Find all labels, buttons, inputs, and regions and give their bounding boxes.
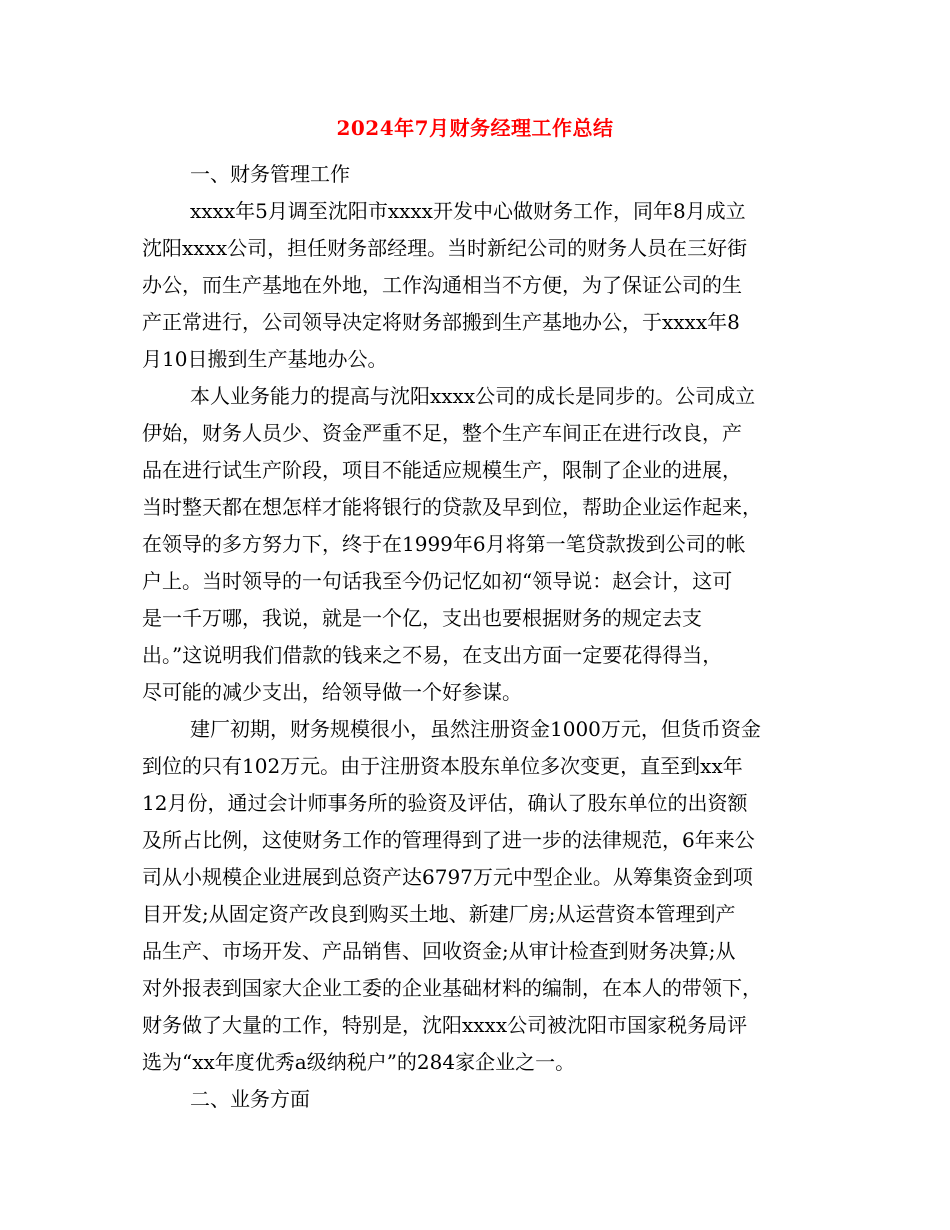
paragraph-line: 对外报表到国家大企业工委的企业基础材料的编制，在本人的带领下， <box>142 976 762 1000</box>
paragraph-line: xxxx年5月调至沈阳市xxxx开发中心做财务工作，同年8月成立 <box>190 199 746 223</box>
paragraph-line: 12月份，通过会计师事务所的验资及评估，确认了股东单位的出资额 <box>142 791 748 815</box>
paragraph-line: 月10日搬到生产基地办公。 <box>142 347 388 371</box>
paragraph-line: 户上。当时领导的一句话我至今仍记忆如初“领导说：赵会计，这可 <box>142 569 733 593</box>
document-title: 2024年7月财务经理工作总结 <box>336 116 614 140</box>
paragraph-line: 品生产、市场开发、产品销售、回收资金;从审计检查到财务决算;从 <box>142 939 736 963</box>
paragraph-line: 本人业务能力的提高与沈阳xxxx公司的成长是同步的。公司成立 <box>190 384 756 408</box>
paragraph-line: 司从小规模企业进展到总资产达6797万元中型企业。从筹集资金到项 <box>142 865 753 889</box>
paragraph-line: 伊始，财务人员少、资金严重不足，整个生产车间正在进行改良，产 <box>142 421 742 445</box>
paragraph-line: 财务做了大量的工作，特别是，沈阳xxxx公司被沈阳市国家税务局评 <box>142 1013 748 1037</box>
paragraph-line: 产正常进行，公司领导决定将财务部搬到生产基地办公，于xxxx年8 <box>142 310 740 334</box>
paragraph-line: 目开发;从固定资产改良到购买土地、新建厂房;从运营资本管理到产 <box>142 902 736 926</box>
section-heading-1: 一、财务管理工作 <box>190 162 350 186</box>
paragraph-line: 尽可能的减少支出，给领导做一个好参谋。 <box>142 680 522 704</box>
paragraph-line: 出。”这说明我们借款的钱来之不易，在支出方面一定要花得得当， <box>142 643 723 667</box>
paragraph-line: 是一千万哪，我说，就是一个亿，支出也要根据财务的规定去支 <box>142 606 702 630</box>
paragraph-line: 品在进行试生产阶段，项目不能适应规模生产，限制了企业的进展， <box>142 458 742 482</box>
paragraph-line: 到位的只有102万元。由于注册资本股东单位多次变更，直至到xx年 <box>142 754 743 778</box>
paragraph-line: 办公，而生产基地在外地，工作沟通相当不方便，为了保证公司的生 <box>142 273 742 297</box>
section-heading-2: 二、业务方面 <box>190 1087 310 1111</box>
paragraph-line: 建厂初期，财务规模很小，虽然注册资金1000万元，但货币资金 <box>190 717 761 741</box>
paragraph-line: 沈阳xxxx公司，担任财务部经理。当时新纪公司的财务人员在三好街 <box>142 236 748 260</box>
paragraph-line: 在领导的多方努力下，终于在1999年6月将第一笔贷款拨到公司的帐 <box>142 532 746 556</box>
paragraph-line: 及所占比例，这使财务工作的管理得到了进一步的法律规范，6年来公 <box>142 828 755 852</box>
paragraph-line: 当时整天都在想怎样才能将银行的贷款及早到位，帮助企业运作起来， <box>142 495 762 519</box>
paragraph-line: 选为“xx年度优秀a级纳税户”的284家企业之一。 <box>142 1050 576 1074</box>
